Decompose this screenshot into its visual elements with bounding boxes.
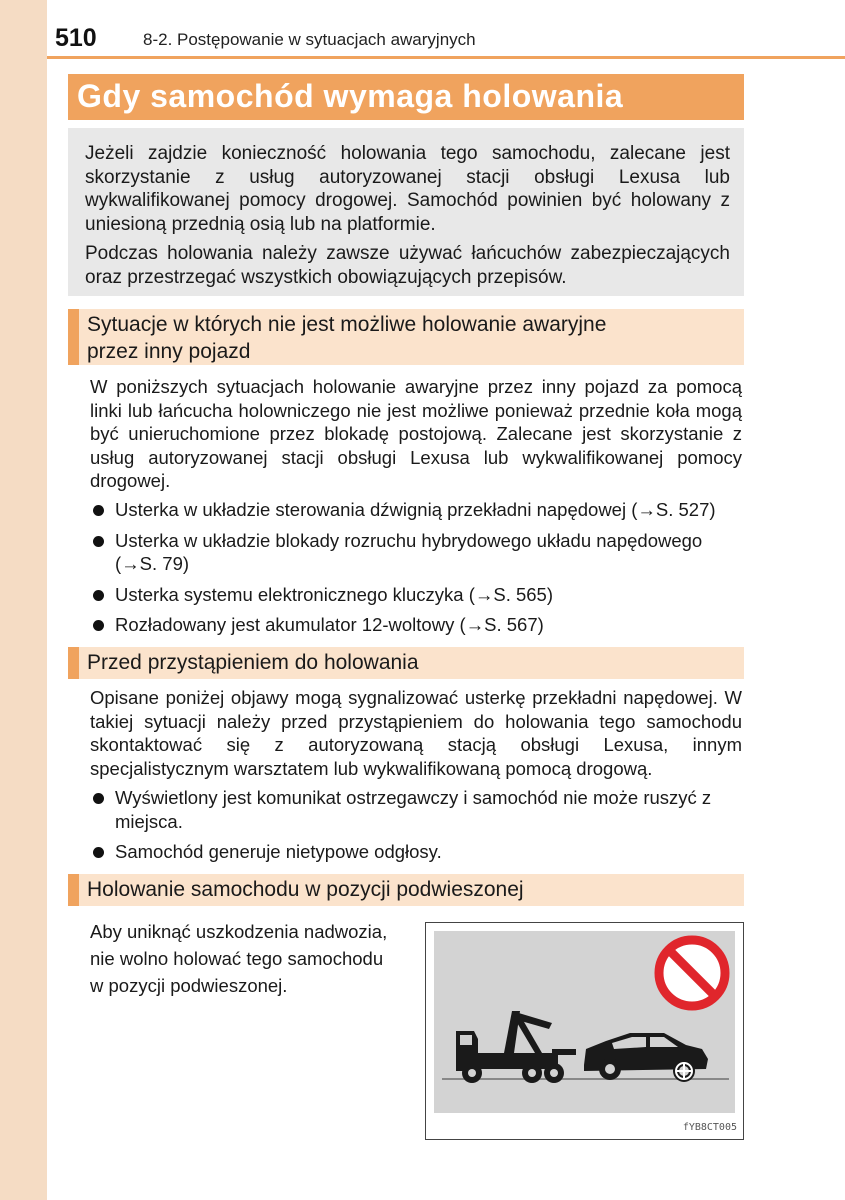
section-heading-1-line2: przez inny pojazd [87,340,251,363]
list-item [90,786,745,833]
section-heading-2 [68,647,744,679]
figure-code: fYB8CT005 [682,1122,737,1133]
tow-truck-illustration [425,922,744,1140]
side-strip [0,0,47,1200]
running-head: 8-2. Postępowanie w sytuacjach awaryjnych [143,30,476,49]
section-marker [68,309,79,365]
bullet-icon [93,847,104,858]
section-heading-1-line1: Sytuacje w których nie jest możliwe holowanie awaryjne [87,313,607,336]
section2-bullet-list [90,786,745,871]
section3-body-line3: w pozycji podwieszonej. [90,975,288,996]
section3-body [90,918,410,999]
towed-car-icon [584,1033,708,1082]
list-item-text: Samochód generuje nietypowe odgłosy. [115,841,442,862]
section-heading-3-text: Holowanie samochodu w pozycji podwieszonej [87,878,524,901]
section-heading-3 [68,874,744,906]
section1-bullet-list [90,498,745,644]
intro-paragraph-1: Jeżeli zajdzie konieczność holowania tego samochodu, zalecane jest skorzystanie z usług autoryzowanej stacji obsługi Lexusa lub wykwalifikowanej pomocy drogowej. Samochód powinien być holowany z uniesioną przednią osią lub na platformie. [85,143,730,235]
list-item [90,613,745,637]
section-marker [68,874,79,906]
intro-box [68,128,744,296]
list-item-text: Usterka w układzie sterowania dźwignią przekładni napędowej (→S. 527) [115,499,716,520]
list-item-text: Rozładowany jest akumulator 12-woltowy (→S. 567) [115,614,544,635]
section-heading-1 [68,309,744,365]
header-rule [47,56,845,59]
section3-body-line2: nie wolno holować tego samochodu [90,948,384,969]
page-title: Gdy samochód wymaga holowania [77,78,624,114]
list-item-text: Usterka w układzie blokady rozruchu hybrydowego układu napędowego (→S. 79) [115,529,703,574]
section2-body: Opisane poniżej objawy mogą sygnalizować usterkę przekładni napędowej. W takiej sytuacji należy przed przystąpieniem do holowania tego samochodu skontaktować się z autoryzowaną stacją obsługi Lexusa, innym specjalistycznym warsztatem lub wykwalifikowaną pomocą drogową. [90,687,742,779]
bullet-icon [93,793,104,804]
list-item [90,529,745,576]
illustration-background [434,931,735,1113]
title-bar [68,74,744,120]
prohibition-icon [655,936,729,1010]
section-marker [68,647,79,679]
list-item-text: Wyświetlony jest komunikat ostrzegawczy i samochód nie może ruszyć z miejsca. [115,787,712,832]
intro-paragraph-2: Podczas holowania należy zawsze używać łańcuchów zabezpieczających oraz przestrzegać wszystkich obowiązujących przepisów. [85,243,730,288]
list-item [90,583,745,607]
bullet-icon [93,536,104,547]
list-item [90,498,745,522]
section3-body-line1: Aby uniknąć uszkodzenia nadwozia, [90,921,388,942]
section-heading-2-text: Przed przystąpieniem do holowania [87,651,419,674]
tow-truck-icon [456,1011,576,1083]
list-item [90,840,745,864]
tow-truck-drawing [434,931,735,1113]
list-item-text: Usterka systemu elektronicznego kluczyka (→S. 565) [115,583,554,605]
section-heading-1-text [87,311,734,365]
bullet-icon [93,505,104,516]
section1-body: W poniższych sytuacjach holowanie awaryjne przez inny pojazd za pomocą linki lub łańcucha holowniczego nie jest możliwe ponieważ przednie koła mogą być unieruchomione przez blokadę postojową. Zalecane jest skorzystanie z usług autoryzowanej stacji obsługi Lexusa lub wykwalifikowanej pomocy drogowej. [90,376,742,491]
bullet-icon [93,590,104,601]
page-number: 510 [55,24,97,52]
parking-lock-icon [676,1063,692,1079]
bullet-icon [93,620,104,631]
